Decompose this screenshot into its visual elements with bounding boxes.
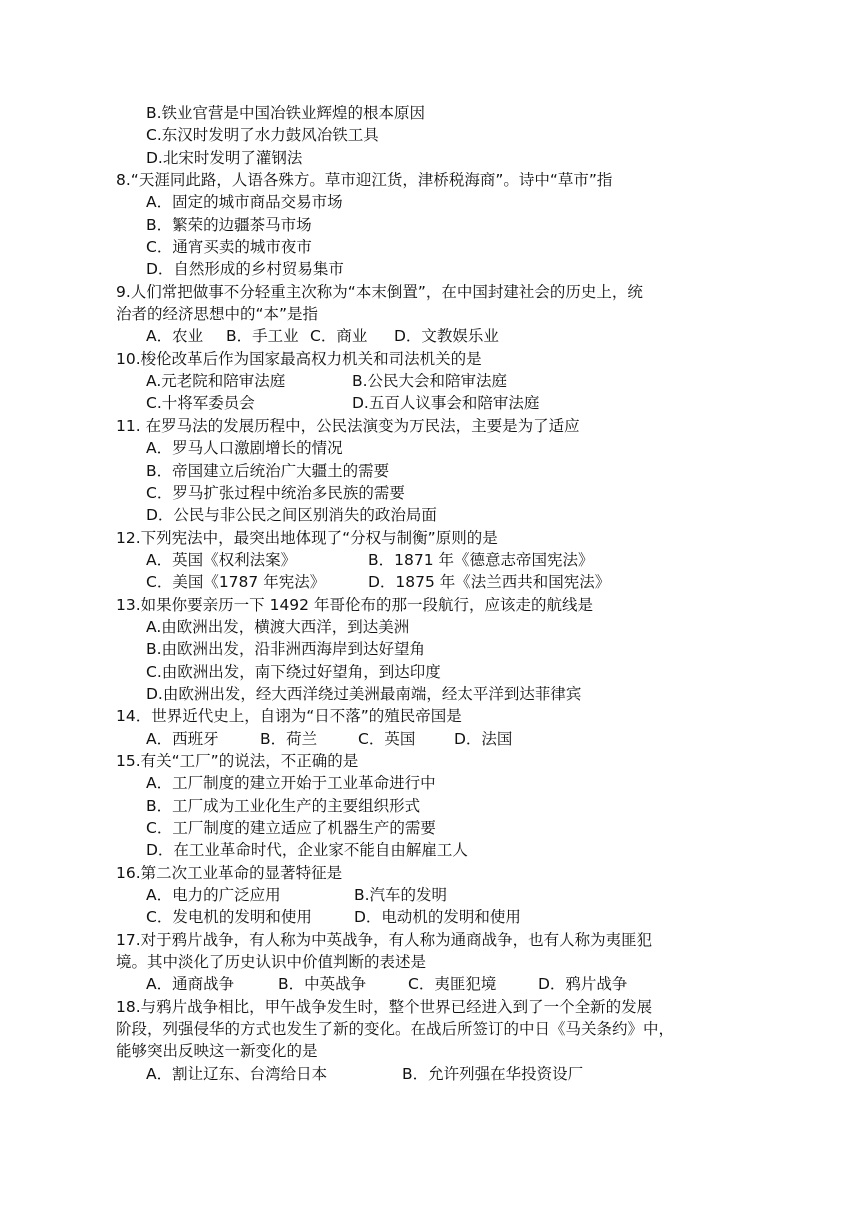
option-text: D．在工业革命时代，企业家不能自由解雇工人 bbox=[146, 841, 468, 860]
option-text: B．工厂成为工业化生产的主要组织形式 bbox=[146, 796, 421, 815]
options-row bbox=[116, 392, 756, 414]
option-text: C．商业 bbox=[310, 327, 368, 346]
option-text: C．英国 bbox=[358, 729, 416, 748]
option-text: D．自然形成的乡村贸易集市 bbox=[146, 260, 344, 279]
question-stem: 11. 在罗马法的发展历程中，公民法演变为万民法，主要是为了适应 bbox=[116, 416, 580, 435]
options-row bbox=[116, 906, 756, 928]
option-text: B．允许列强在华投资设厂 bbox=[402, 1064, 584, 1083]
option-text: C．夷匪犯境 bbox=[408, 975, 497, 994]
option-text: B．中英战争 bbox=[278, 975, 367, 994]
options-row bbox=[116, 325, 756, 347]
option-text: A．电力的广泛应用 bbox=[146, 886, 281, 905]
option-text: A．通商战争 bbox=[146, 975, 235, 994]
option-text: A.由欧洲出发，横渡大西洋，到达美洲 bbox=[146, 617, 410, 636]
option-text: D.五百人议事会和陪审法庭 bbox=[352, 394, 540, 413]
question-stem: 14．世界近代史上，自诩为“日不落”的殖民帝国是 bbox=[116, 707, 462, 726]
options-row bbox=[116, 549, 756, 571]
question-stem: 18.与鸦片战争相比，甲午战争发生时，整个世界已经进入到了一个全新的发展 bbox=[116, 997, 653, 1016]
option-text: B．帝国建立后统治广大疆土的需要 bbox=[146, 461, 390, 480]
options-row bbox=[116, 973, 756, 995]
options-row bbox=[116, 1063, 756, 1085]
question-stem: 16.第二次工业革命的显著特征是 bbox=[116, 863, 343, 882]
option-text: B．手工业 bbox=[226, 327, 299, 346]
option-text: C．通宵买卖的城市夜市 bbox=[146, 238, 312, 257]
option-text: C．发电机的发明和使用 bbox=[146, 908, 312, 927]
options-row bbox=[116, 370, 756, 392]
option-text: A．英国《权利法案》 bbox=[146, 550, 297, 569]
question-stem: 境。其中淡化了历史认识中价值判断的表述是 bbox=[116, 953, 427, 972]
option-text: C．美国《1787 年宪法》 bbox=[146, 573, 326, 592]
question-stem: 8.“天涯同此路，人语各殊方。草市迎江货，津桥税海商”。诗中“草市”指 bbox=[116, 171, 613, 190]
question-stem: 17.对于鸦片战争，有人称为中英战争，有人称为通商战争，也有人称为夷匪犯 bbox=[116, 930, 653, 949]
option-text: C．工厂制度的建立适应了机器生产的需要 bbox=[146, 819, 436, 837]
question-stem: 能够突出反映这一新变化的是 bbox=[116, 1042, 318, 1061]
option-text: D．文教娱乐业 bbox=[394, 327, 499, 346]
option-text: B.公民大会和陪审法庭 bbox=[352, 372, 508, 391]
question-stem: 阶段，列强侵华的方式也发生了新的变化。在战后所签订的中日《马关条约》中， bbox=[116, 1020, 675, 1039]
option-text: A．割让辽东、台湾给日本 bbox=[146, 1064, 328, 1083]
option-text: C.十将军委员会 bbox=[146, 394, 255, 413]
option-text: C.由欧洲出发，南下绕过好望角，到达印度 bbox=[146, 662, 441, 681]
option-text: B．荷兰 bbox=[260, 729, 318, 748]
option-text: B.由欧洲出发，沿非洲西海岸到达好望角 bbox=[146, 640, 426, 659]
option-text: D．法国 bbox=[454, 729, 513, 748]
question-list bbox=[116, 102, 756, 1085]
option-text: D.北宋时发明了灌钢法 bbox=[146, 148, 303, 167]
option-text: B.铁业官营是中国冶铁业辉煌的根本原因 bbox=[146, 104, 426, 122]
option-text: D．电动机的发明和使用 bbox=[354, 908, 521, 927]
options-row bbox=[116, 884, 756, 906]
option-text: C.东汉时发明了水力鼓风冶铁工具 bbox=[146, 126, 379, 145]
question-stem: 治者的经济思想中的“本”是指 bbox=[116, 305, 319, 324]
option-text: D．1875 年《法兰西共和国宪法》 bbox=[368, 573, 611, 592]
option-text: C．罗马扩张过程中统治多民族的需要 bbox=[146, 483, 405, 502]
question-stem: 10.梭伦改革后作为国家最高权力机关和司法机关的是 bbox=[116, 349, 482, 368]
option-text: B．1871 年《德意志帝国宪法》 bbox=[368, 550, 594, 569]
question-stem: 13.如果你要亲历一下 1492 年哥伦布的那一段航行，应该走的航线是 bbox=[116, 595, 593, 614]
option-text: B.汽车的发明 bbox=[354, 886, 448, 905]
option-text: A．固定的城市商品交易市场 bbox=[146, 193, 343, 212]
option-text: B．繁荣的边疆茶马市场 bbox=[146, 215, 312, 234]
option-text: A．西班牙 bbox=[146, 729, 219, 748]
option-text: A.元老院和陪审法庭 bbox=[146, 372, 286, 391]
question-stem: 9.人们常把做事不分轻重主次称为“本末倒置”，在中国封建社会的历史上，统 bbox=[116, 282, 643, 301]
option-text: A．工厂制度的建立开始于工业革命进行中 bbox=[146, 774, 436, 793]
option-text: D．公民与非公民之间区别消失的政治局面 bbox=[146, 506, 437, 525]
options-row bbox=[116, 571, 756, 593]
option-text: A．罗马人口激剧增长的情况 bbox=[146, 439, 343, 458]
option-text: D．鸦片战争 bbox=[538, 975, 628, 994]
option-text: D.由欧洲出发，经大西洋绕过美洲最南端，经太平洋到达菲律宾 bbox=[146, 684, 582, 703]
question-stem: 15.有关“工厂”的说法，不正确的是 bbox=[116, 751, 359, 770]
options-row bbox=[116, 728, 756, 750]
option-text: A．农业 bbox=[146, 327, 204, 346]
question-stem: 12.下列宪法中，最突出地体现了“分权与制衡”原则的是 bbox=[116, 528, 498, 547]
